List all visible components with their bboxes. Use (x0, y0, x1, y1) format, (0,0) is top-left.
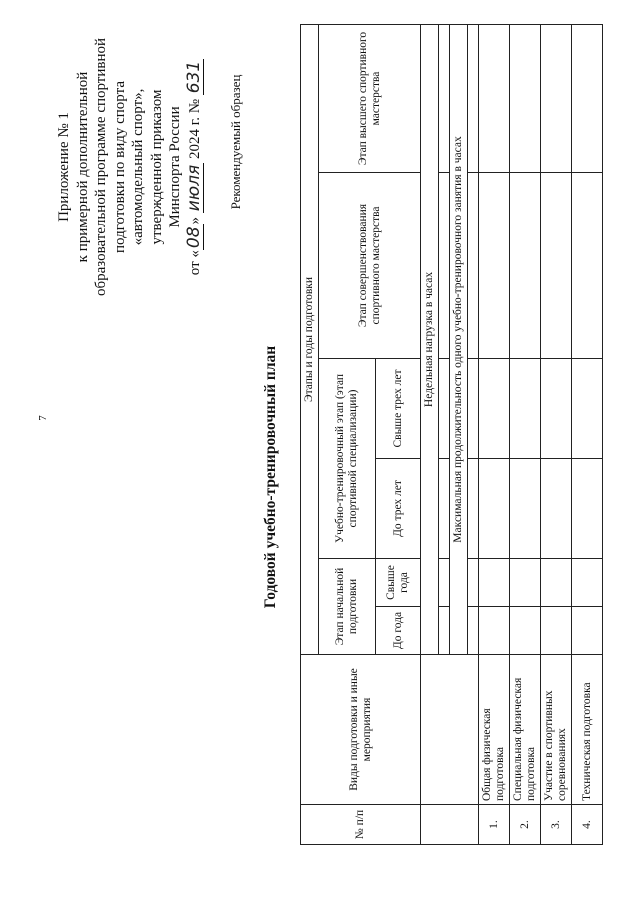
page-title: Годовой учебно-тренировочный план (262, 345, 279, 609)
table-cell (439, 607, 450, 655)
table-cell (468, 173, 479, 359)
table-cell (479, 559, 510, 607)
appendix-line: утвержденной приказом (148, 89, 165, 245)
row-name: Техническая подготовка (572, 655, 603, 805)
table-cell (479, 359, 510, 459)
header-stage-improvement: Этап совершенствования спортивного мастерства (319, 173, 421, 359)
table-cell (439, 359, 450, 459)
table-cell (468, 24, 479, 172)
table-cell (439, 559, 450, 607)
header-sub-over-year: Свыше года (376, 559, 421, 607)
table-row (572, 24, 603, 844)
row-number: 3. (541, 805, 572, 845)
row-number: 4. (572, 805, 603, 845)
table-cell (541, 559, 572, 607)
table-cell (510, 607, 541, 655)
table-cell (510, 173, 541, 359)
order-number: 631 (183, 60, 204, 94)
row-name: Специальная физическая подготовка (510, 655, 541, 805)
table-row (510, 24, 541, 844)
table-cell (541, 359, 572, 459)
row-name: Общая физическая подготовка (479, 655, 510, 805)
appendix-line: Приложение № 1 (56, 112, 72, 222)
table-cell (510, 559, 541, 607)
table-cell (541, 173, 572, 359)
table-cell (572, 359, 603, 459)
order-prefix: от « (186, 250, 203, 276)
header-types: Виды подготовки и иные мероприятия (301, 655, 421, 805)
appendix-line: подготовки по виду спорта (111, 81, 128, 253)
table-cell (468, 559, 479, 607)
table-cell (572, 459, 603, 559)
table-cell (510, 24, 541, 172)
order-year: 2024 г. № (186, 98, 203, 160)
appendix-line: к примерной дополнительной (74, 71, 91, 263)
order-month: июля (183, 164, 204, 212)
appendix-line: Минспорта России (167, 106, 183, 228)
table-cell (572, 559, 603, 607)
table-cell (572, 607, 603, 655)
table-row (479, 24, 510, 844)
order-line (185, 17, 205, 317)
table-cell (439, 24, 450, 172)
header-sub-up-to-year: До года (376, 607, 421, 655)
table-cell (479, 24, 510, 172)
table-cell (572, 173, 603, 359)
table-cell (510, 359, 541, 459)
blank-cell (421, 805, 479, 845)
header-stage-training: Учебно-тренировочный этап (этап спортивной специализации) (319, 359, 376, 559)
sample-label: Рекомендуемый образец (228, 74, 243, 210)
table-cell (541, 24, 572, 172)
header-sub-up-to-three: До трех лет (376, 459, 421, 559)
table-cell (479, 607, 510, 655)
row-name: Участие в спортивных соревнованиях (541, 655, 572, 805)
table-cell (479, 173, 510, 359)
header-stages: Этапы и годы подготовки (301, 24, 319, 654)
table-cell (468, 459, 479, 559)
order-day: 08 (183, 226, 204, 249)
row-number: 1. (479, 805, 510, 845)
table-cell (541, 459, 572, 559)
appendix-line: «автомодельный спорт», (130, 88, 146, 246)
table-cell (439, 173, 450, 359)
appendix-line: образовательной программе спортивной (93, 37, 109, 297)
table-cell (510, 459, 541, 559)
header-stage-initial: Этап начальной подготовки (319, 559, 376, 655)
table-cell (541, 607, 572, 655)
table-cell (439, 459, 450, 559)
max-duration-row: Максимальная продолжительность одного учебно-тренировочного занятия в часах (450, 24, 468, 654)
table-cell (468, 607, 479, 655)
page-number: 7 (36, 415, 49, 421)
table-cell (468, 359, 479, 459)
table-row (541, 24, 572, 844)
appendix-header (55, 17, 204, 317)
row-number: 2. (510, 805, 541, 845)
header-number: № п/п (301, 805, 421, 845)
training-plan-table (300, 24, 603, 845)
weekly-load-row: Недельная нагрузка в часах (421, 24, 439, 654)
blank-cell (421, 655, 479, 805)
header-stage-highest: Этап высшего спортивного мастерства (319, 24, 421, 172)
table-cell (479, 459, 510, 559)
table-cell (572, 24, 603, 172)
order-mid: » (186, 216, 203, 225)
header-sub-over-three: Свыше трех лет (376, 359, 421, 459)
